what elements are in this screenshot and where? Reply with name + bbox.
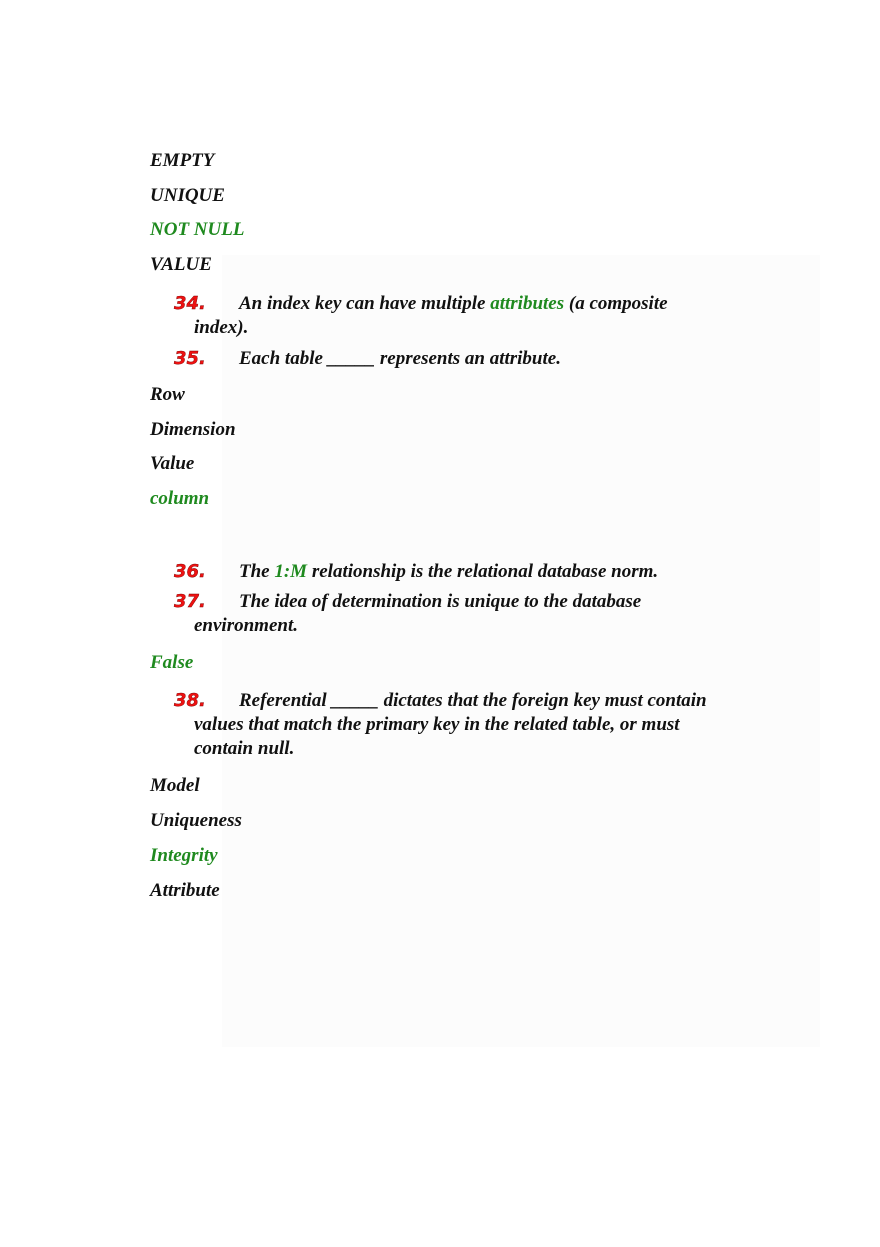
question-34 — [174, 292, 754, 340]
question-text-end: (a composite — [564, 293, 668, 314]
option-dimension: Dimension — [150, 419, 236, 440]
question-number: 35. — [174, 348, 206, 369]
question-number: 36. — [174, 561, 206, 582]
option-value: VALUE — [150, 254, 212, 275]
option-empty: EMPTY — [150, 150, 215, 171]
question-text: Each table _____ represents an attribute. — [239, 348, 561, 369]
question-number: 37. — [174, 591, 206, 612]
answer-highlight: attributes — [490, 293, 565, 314]
question-number: 38. — [174, 690, 206, 711]
question-text-continued: environment. — [194, 615, 298, 636]
question-text-start: An index key can have multiple — [239, 293, 491, 314]
option-value: Value — [150, 453, 195, 474]
option-column-correct: column — [150, 488, 210, 509]
option-integrity-correct: Integrity — [150, 845, 218, 866]
question-text: Referential _____ dictates that the foreign key must contain — [239, 690, 707, 711]
question-text-start: The — [239, 561, 275, 582]
option-uniqueness: Uniqueness — [150, 810, 242, 831]
option-unique: UNIQUE — [150, 185, 225, 206]
question-37 — [174, 590, 754, 638]
question-text-continued: values that match the primary key in the related table, or must — [194, 714, 680, 735]
option-model: Model — [150, 775, 200, 796]
question-text — [239, 560, 754, 584]
page-shading — [222, 255, 820, 1047]
question-text-continued: contain null. — [194, 738, 295, 759]
question-35 — [174, 347, 754, 371]
question-38 — [174, 689, 754, 761]
question-text: The idea of determination is unique to the database — [239, 591, 642, 612]
question-text-continued: index). — [194, 317, 249, 338]
question-number: 34. — [174, 293, 206, 314]
option-not-null-correct: NOT NULL — [150, 219, 245, 240]
question-text-end: relationship is the relational database norm. — [307, 561, 659, 582]
answer-false-correct: False — [150, 652, 194, 673]
option-attribute: Attribute — [150, 880, 220, 901]
option-row: Row — [150, 384, 185, 405]
question-36 — [174, 560, 754, 584]
question-text — [239, 292, 754, 316]
answer-highlight: 1:M — [274, 561, 308, 582]
